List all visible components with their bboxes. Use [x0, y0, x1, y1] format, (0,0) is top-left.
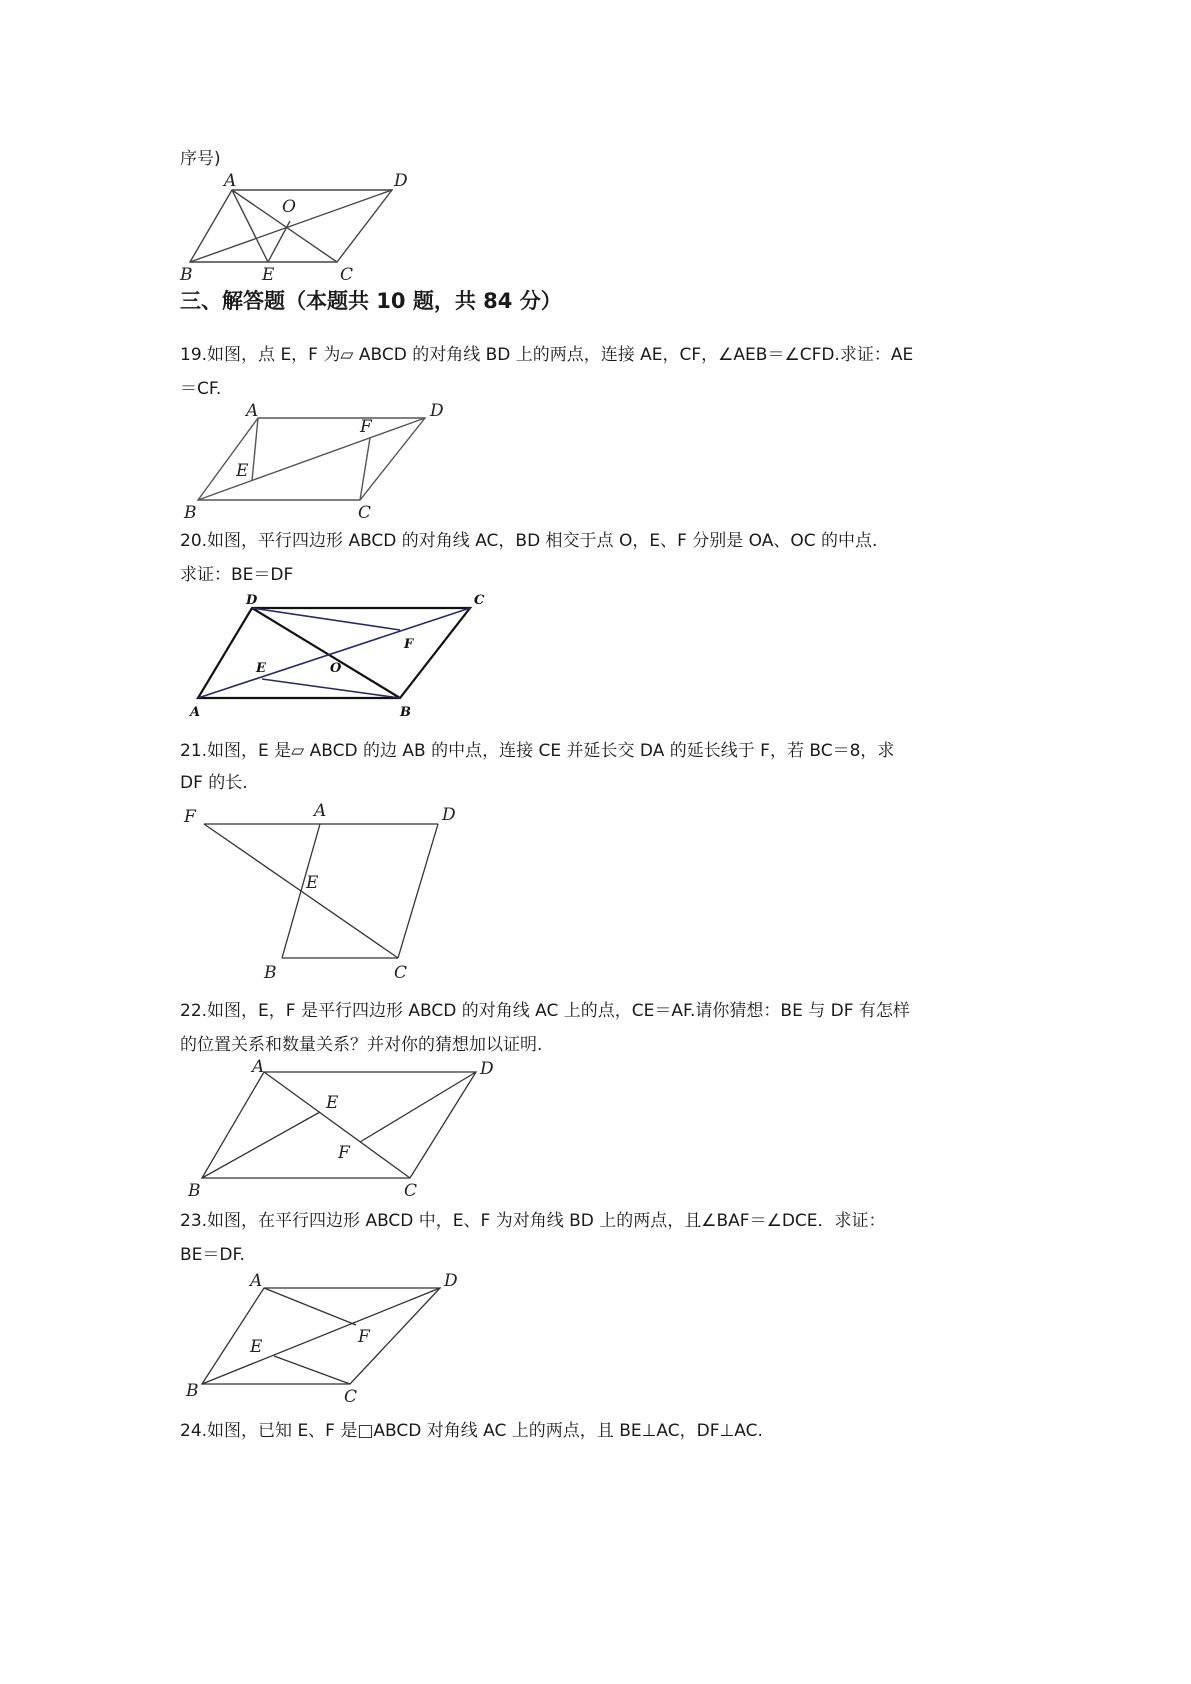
figure-q19 — [180, 402, 460, 524]
label-d: D — [430, 401, 444, 421]
label-d: D — [444, 1271, 458, 1291]
label-b: B — [184, 503, 197, 523]
segment-fc — [204, 824, 398, 958]
q20-text-line1: 20.如图，平行四边形 ABCD 的对角线 AC，BD 相交于点 O，E、F 分别是 OA、OC 的中点. — [180, 531, 878, 551]
label-f: F — [360, 417, 372, 437]
figure-q22-svg — [180, 1057, 500, 1201]
label-e: E — [250, 1337, 263, 1357]
label-o: O — [282, 197, 296, 217]
label-c: C — [474, 593, 485, 608]
q24-text-line1: 24.如图，已知 E、F 是□ABCD 对角线 AC 上的两点，且 BE⊥AC，DF⊥AC. — [180, 1421, 763, 1441]
figure-q21 — [180, 800, 470, 983]
label-d: D — [442, 805, 456, 825]
segment-eo — [268, 221, 290, 262]
q20-text-line2: 求证：BE＝DF — [180, 565, 294, 585]
label-o: O — [330, 661, 342, 676]
figure-parallelogram-abcd-o — [180, 172, 420, 284]
q22-text-line1: 22.如图，E，F 是平行四边形 ABCD 的对角线 AC 上的点，CE＝AF.请你猜想：BE 与 DF 有怎样 — [180, 1001, 910, 1021]
diagonal-bd — [198, 418, 425, 500]
label-e: E — [256, 661, 266, 676]
side-cd — [398, 824, 438, 958]
segment-af — [264, 1288, 356, 1325]
segment-ce — [274, 1356, 350, 1384]
label-c: C — [340, 265, 354, 285]
label-f: F — [404, 637, 414, 652]
label-b: B — [400, 705, 411, 720]
label-e: E — [262, 265, 275, 285]
q19-text-line1: 19.如图，点 E，F 为▱ ABCD 的对角线 BD 上的两点，连接 AE，CF，∠AEB＝∠CFD.求证：AE — [180, 345, 914, 365]
figure-0-svg — [180, 172, 420, 284]
q21-text-line1: 21.如图，E 是▱ ABCD 的边 AB 的中点，连接 CE 并延长交 DA 的延长线于 F，若 BC＝8，求 — [180, 741, 895, 761]
label-f: F — [338, 1143, 350, 1163]
label-b: B — [188, 1181, 201, 1201]
label-d: D — [394, 171, 408, 191]
figure-q23-svg — [180, 1271, 470, 1407]
label-b: B — [180, 265, 193, 285]
figure-q20 — [180, 592, 490, 722]
label-f: F — [184, 807, 196, 827]
segment-ae — [252, 418, 258, 481]
label-e: E — [326, 1093, 339, 1113]
diagonal-ac — [198, 608, 470, 698]
figure-q20-svg — [180, 592, 490, 722]
label-a: A — [250, 1271, 263, 1291]
label-d: D — [246, 593, 258, 608]
label-d: D — [480, 1059, 494, 1079]
label-a: A — [246, 401, 259, 421]
diagonal-db — [252, 608, 400, 698]
label-e: E — [236, 461, 249, 481]
segment-eb — [262, 679, 400, 698]
diagonal-bd — [202, 1288, 440, 1384]
label-c: C — [394, 963, 408, 983]
figure-q19-svg — [180, 402, 460, 524]
figure-q23 — [180, 1271, 470, 1407]
label-f: F — [358, 1327, 370, 1347]
segment-be — [202, 1112, 320, 1178]
figure-q21-svg — [180, 800, 470, 983]
label-a: A — [190, 705, 201, 720]
section-title: 三、解答题（本题共 10 题，共 84 分） — [180, 289, 562, 313]
label-a: A — [314, 801, 327, 821]
q21-text-line2: DF 的长. — [180, 773, 248, 793]
q23-text-line1: 23.如图，在平行四边形 ABCD 中，E、F 为对角线 BD 上的两点，且∠BAF＝∠DCE．求证： — [180, 1211, 886, 1231]
label-c: C — [358, 503, 372, 523]
label-a: A — [252, 1057, 265, 1077]
label-a: A — [224, 171, 237, 191]
label-b: B — [186, 1381, 199, 1401]
segment-cf — [360, 438, 370, 500]
label-c: C — [344, 1387, 358, 1407]
q23-text-line2: BE＝DF. — [180, 1245, 245, 1265]
q19-text-line2: ＝CF. — [180, 379, 222, 399]
segment-fd — [360, 1072, 476, 1142]
segment-ae — [232, 190, 268, 262]
label-b: B — [264, 963, 277, 983]
label-c: C — [404, 1181, 418, 1201]
segment-df — [252, 608, 400, 630]
figure-q22 — [180, 1057, 500, 1201]
label-e: E — [306, 873, 319, 893]
intro-text: 序号) — [180, 149, 221, 169]
q22-text-line2: 的位置关系和数量关系？并对你的猜想加以证明. — [180, 1035, 543, 1055]
